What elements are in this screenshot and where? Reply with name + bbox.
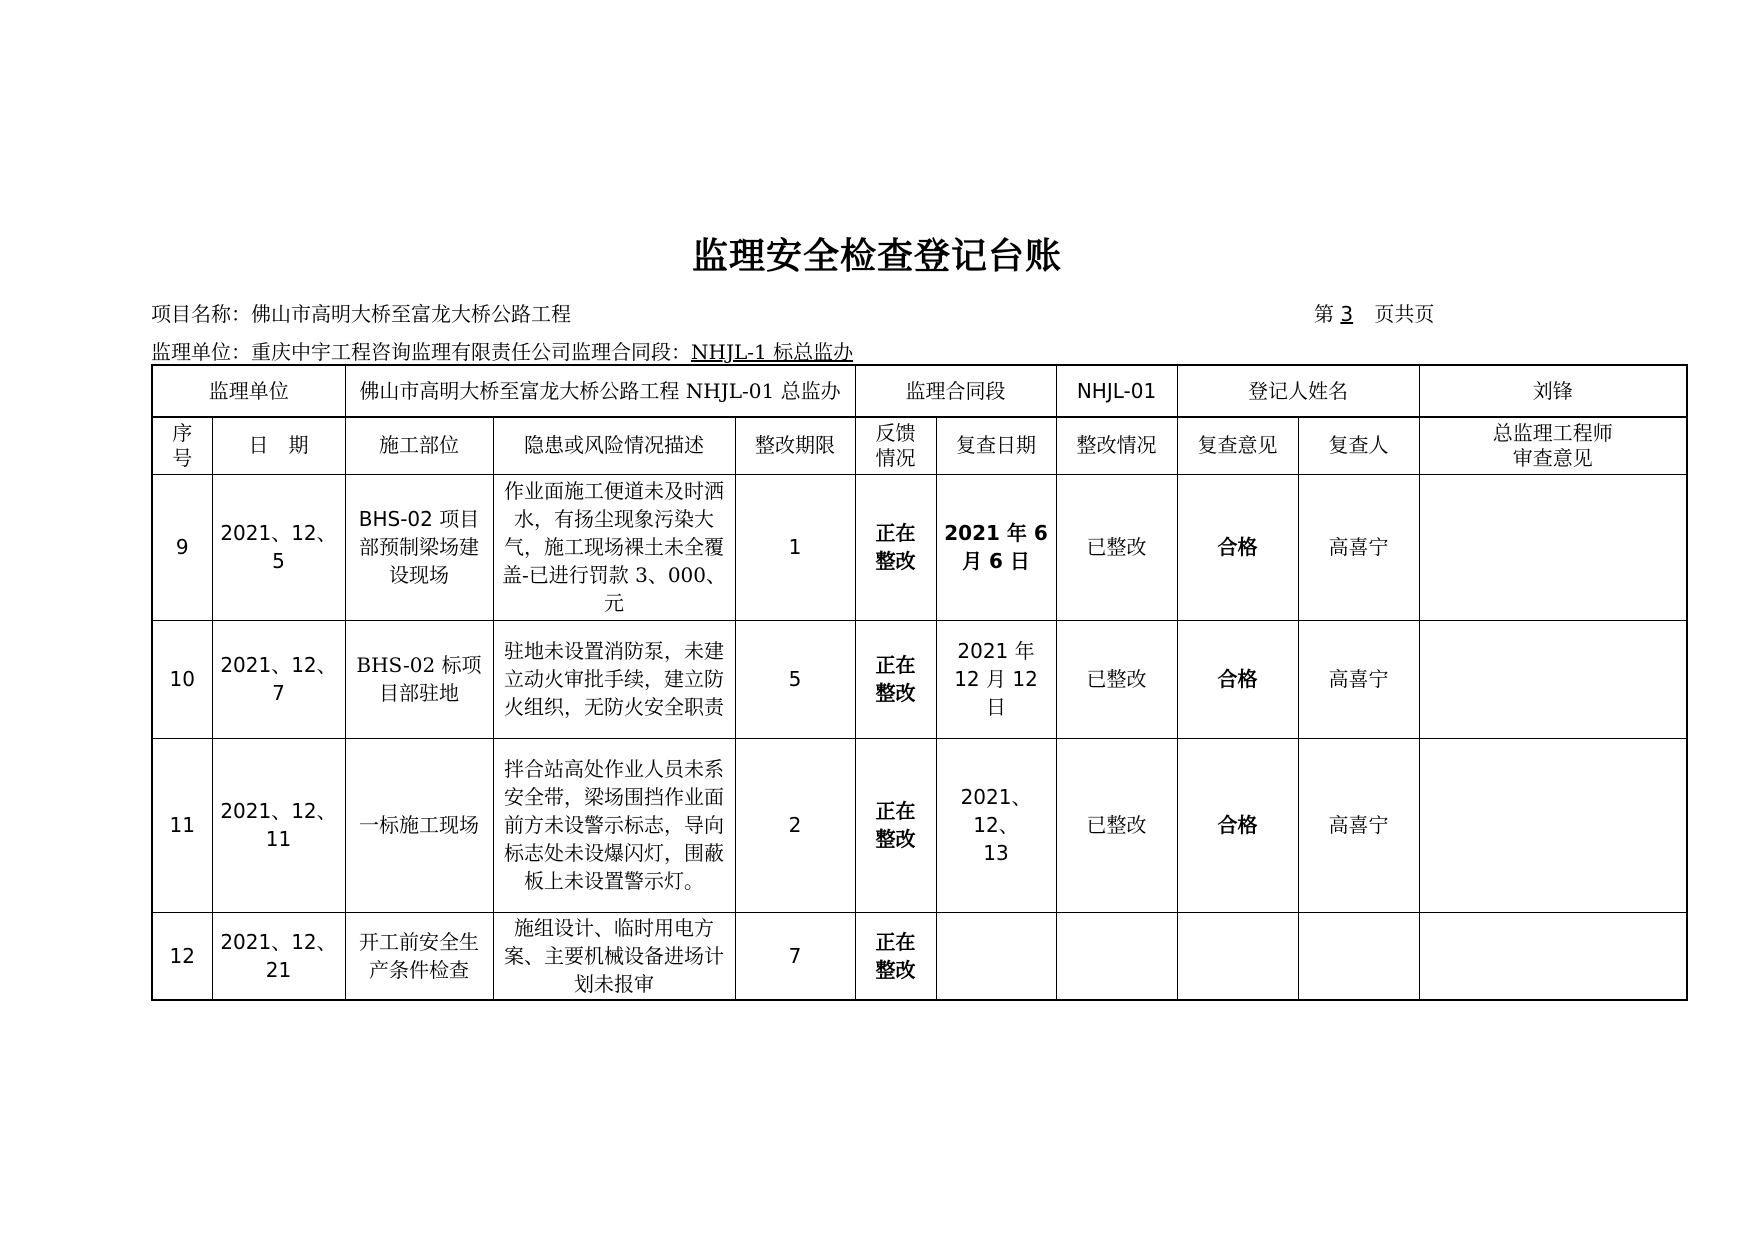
registrar-label: 登记人姓名 bbox=[1177, 365, 1419, 417]
row-location: BHS-02 项目部预制梁场建设现场 bbox=[345, 474, 493, 620]
project-label: 项目名称： bbox=[151, 302, 251, 326]
row-feedback: 正在 整改 bbox=[855, 474, 936, 620]
page-prefix: 第 bbox=[1314, 302, 1334, 326]
row-description: 驻地未设置消防泵，未建立动火审批手续，建立防火组织，无防火安全职责 bbox=[493, 620, 735, 738]
row-chief-opinion bbox=[1419, 738, 1687, 912]
row-location: BHS-02 标项目部驻地 bbox=[345, 620, 493, 738]
row-review-opinion bbox=[1177, 912, 1298, 1000]
row-date: 2021、12、11 bbox=[212, 738, 345, 912]
unit-label: 监理单位 bbox=[152, 365, 345, 417]
col-chief-opinion-header: 总监理工程师 审查意见 bbox=[1419, 417, 1687, 474]
contract-label: 监理合同段： bbox=[571, 340, 691, 364]
row-location: 开工前安全生产条件检查 bbox=[345, 912, 493, 1000]
row-description: 作业面施工便道未及时洒水，有扬尘现象污染大气，施工现场裸土未全覆盖-已进行罚款 3、000、元 bbox=[493, 474, 735, 620]
supervisor-label: 监理单位： bbox=[151, 340, 251, 364]
table-row bbox=[152, 738, 1687, 912]
row-feedback: 正在 整改 bbox=[855, 738, 936, 912]
col-date-header: 日 期 bbox=[212, 417, 345, 474]
row-chief-opinion bbox=[1419, 620, 1687, 738]
row-description: 施组设计、临时用电方案、主要机械设备进场计划未报审 bbox=[493, 912, 735, 1000]
registrar-value: 刘锋 bbox=[1419, 365, 1687, 417]
row-reviewer: 高喜宁 bbox=[1298, 738, 1419, 912]
row-deadline: 5 bbox=[735, 620, 855, 738]
row-review-date: 2021、12、 13 bbox=[936, 738, 1056, 912]
row-reviewer bbox=[1298, 912, 1419, 1000]
row-review-opinion: 合格 bbox=[1177, 474, 1298, 620]
row-review-date bbox=[936, 912, 1056, 1000]
row-reviewer: 高喜宁 bbox=[1298, 474, 1419, 620]
row-number: 12 bbox=[152, 912, 212, 1000]
table-row bbox=[152, 912, 1687, 1000]
row-description: 拌合站高处作业人员未系安全带，梁场围挡作业面前方未设警示标志，导向标志处未设爆闪灯，围蔽板上未设置警示灯。 bbox=[493, 738, 735, 912]
row-number: 10 bbox=[152, 620, 212, 738]
document-title: 监理安全检查登记台账 bbox=[691, 235, 1062, 277]
col-description-header: 隐患或风险情况描述 bbox=[493, 417, 735, 474]
table-row bbox=[152, 474, 1687, 620]
page-number: 3 bbox=[1340, 302, 1354, 326]
ledger-body bbox=[152, 474, 1687, 1000]
row-date: 2021、12、21 bbox=[212, 912, 345, 1000]
row-deadline: 7 bbox=[735, 912, 855, 1000]
row-rectification: 已整改 bbox=[1056, 620, 1177, 738]
row-review-opinion: 合格 bbox=[1177, 620, 1298, 738]
page-indicator bbox=[1314, 298, 1434, 327]
contract-section-value: NHJL-01 bbox=[1056, 365, 1177, 417]
row-deadline: 2 bbox=[735, 738, 855, 912]
row-deadline: 1 bbox=[735, 474, 855, 620]
info-row bbox=[152, 365, 1687, 417]
row-date: 2021、12、5 bbox=[212, 474, 345, 620]
col-reviewer-header: 复查人 bbox=[1298, 417, 1419, 474]
col-review-opinion-header: 复查意见 bbox=[1177, 417, 1298, 474]
row-number: 11 bbox=[152, 738, 212, 912]
row-reviewer: 高喜宁 bbox=[1298, 620, 1419, 738]
row-review-opinion: 合格 bbox=[1177, 738, 1298, 912]
col-feedback-header: 反馈 情况 bbox=[855, 417, 936, 474]
row-rectification bbox=[1056, 912, 1177, 1000]
column-header-row bbox=[152, 417, 1687, 474]
page-suffix: 页共页 bbox=[1374, 302, 1435, 326]
row-feedback: 正在 整改 bbox=[855, 620, 936, 738]
unit-value: 佛山市高明大桥至富龙大桥公路工程 NHJL-01 总监办 bbox=[345, 365, 855, 417]
row-rectification: 已整改 bbox=[1056, 474, 1177, 620]
inspection-ledger-table bbox=[151, 364, 1688, 1001]
contract-section-label: 监理合同段 bbox=[855, 365, 1056, 417]
row-chief-opinion bbox=[1419, 912, 1687, 1000]
col-review-date-header: 复查日期 bbox=[936, 417, 1056, 474]
row-review-date: 2021 年 6 月 6 日 bbox=[936, 474, 1056, 620]
col-rectification-header: 整改情况 bbox=[1056, 417, 1177, 474]
col-location-header: 施工部位 bbox=[345, 417, 493, 474]
supervisor-line bbox=[151, 336, 853, 365]
row-chief-opinion bbox=[1419, 474, 1687, 620]
table-row bbox=[152, 620, 1687, 738]
row-rectification: 已整改 bbox=[1056, 738, 1177, 912]
row-number: 9 bbox=[152, 474, 212, 620]
col-no-header: 序 号 bbox=[152, 417, 212, 474]
project-line bbox=[151, 298, 571, 327]
supervisor-name: 重庆中宇工程咨询监理有限责任公司 bbox=[251, 340, 571, 364]
row-feedback: 正在 整改 bbox=[855, 912, 936, 1000]
col-deadline-header: 整改期限 bbox=[735, 417, 855, 474]
project-name: 佛山市高明大桥至富龙大桥公路工程 bbox=[251, 302, 571, 326]
contract-value: NHJL-1 标总监办 bbox=[691, 340, 854, 364]
row-review-date: 2021 年 12 月 12 日 bbox=[936, 620, 1056, 738]
row-date: 2021、12、7 bbox=[212, 620, 345, 738]
row-location: 一标施工现场 bbox=[345, 738, 493, 912]
